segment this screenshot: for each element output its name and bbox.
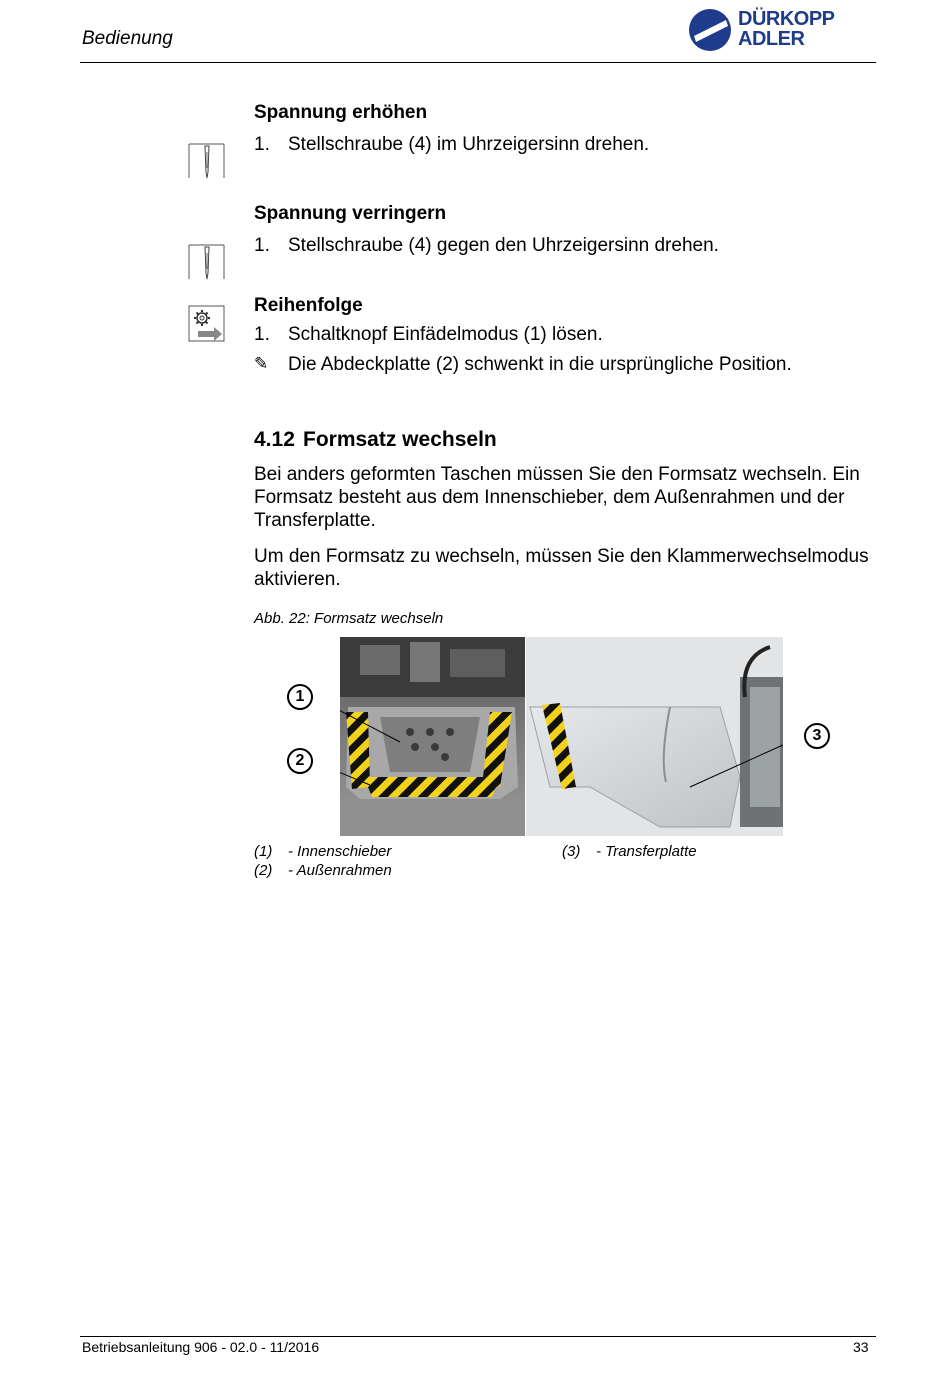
needle-icon (188, 142, 226, 180)
legend-num: (1) (254, 843, 273, 860)
footer-document-id: Betriebsanleitung 906 - 02.0 - 11/2016 (82, 1339, 320, 1355)
callout-3: 3 (804, 723, 830, 749)
legend-num: (3) (562, 843, 581, 860)
logo-mark-icon (686, 6, 736, 54)
result-text: Die Abdeckplatte (2) schwenkt in die ursprüngliche Position. (288, 354, 792, 375)
legend-num: (2) (254, 862, 273, 879)
heading-order: Reihenfolge (254, 295, 363, 316)
paragraph: Um den Formsatz zu wechseln, müssen Sie den Klammerwechselmodus aktivieren. (254, 546, 869, 590)
callout-2: 2 (287, 748, 313, 774)
chapter-number: 4.12 (254, 428, 295, 451)
header-divider (80, 62, 876, 63)
logo-line1: DÜRKOPP (738, 8, 835, 30)
logo-line2: ADLER (738, 28, 805, 50)
heading-increase: Spannung erhöhen (254, 102, 428, 123)
step-text: Schaltknopf Einfädelmodus (1) lösen. (288, 324, 603, 345)
page-number: 33 (853, 1339, 869, 1355)
callout-1: 1 (287, 684, 313, 710)
step-number: 1. (254, 134, 270, 155)
gear-arrow-icon (188, 305, 226, 343)
legend-text: - Außenrahmen (288, 862, 392, 879)
result-arrow-icon: ✎ (254, 354, 269, 373)
needle-icon (188, 243, 226, 281)
step-text: Stellschraube (4) im Uhrzeigersinn drehen. (288, 134, 650, 155)
step-number: 1. (254, 235, 270, 256)
paragraph: Bei anders geformten Taschen müssen Sie den Formsatz wechseln. Ein Formsatz besteht aus dem Innenschieber, dem Außenrahmen und der Transferplatte. (254, 464, 860, 531)
legend-text: - Transferplatte (596, 843, 697, 860)
figure-caption: Abb. 22: Formsatz wechseln (254, 610, 444, 627)
figure-photo (340, 637, 783, 836)
step-number: 1. (254, 324, 270, 345)
legend-text: - Innenschieber (288, 843, 392, 860)
chapter-title: Formsatz wechseln (303, 428, 497, 451)
step-text: Stellschraube (4) gegen den Uhrzeigersinn drehen. (288, 235, 719, 256)
heading-decrease: Spannung verringern (254, 203, 447, 224)
company-logo (686, 6, 876, 54)
header-title: Bedienung (82, 28, 173, 49)
footer-divider (80, 1336, 876, 1337)
